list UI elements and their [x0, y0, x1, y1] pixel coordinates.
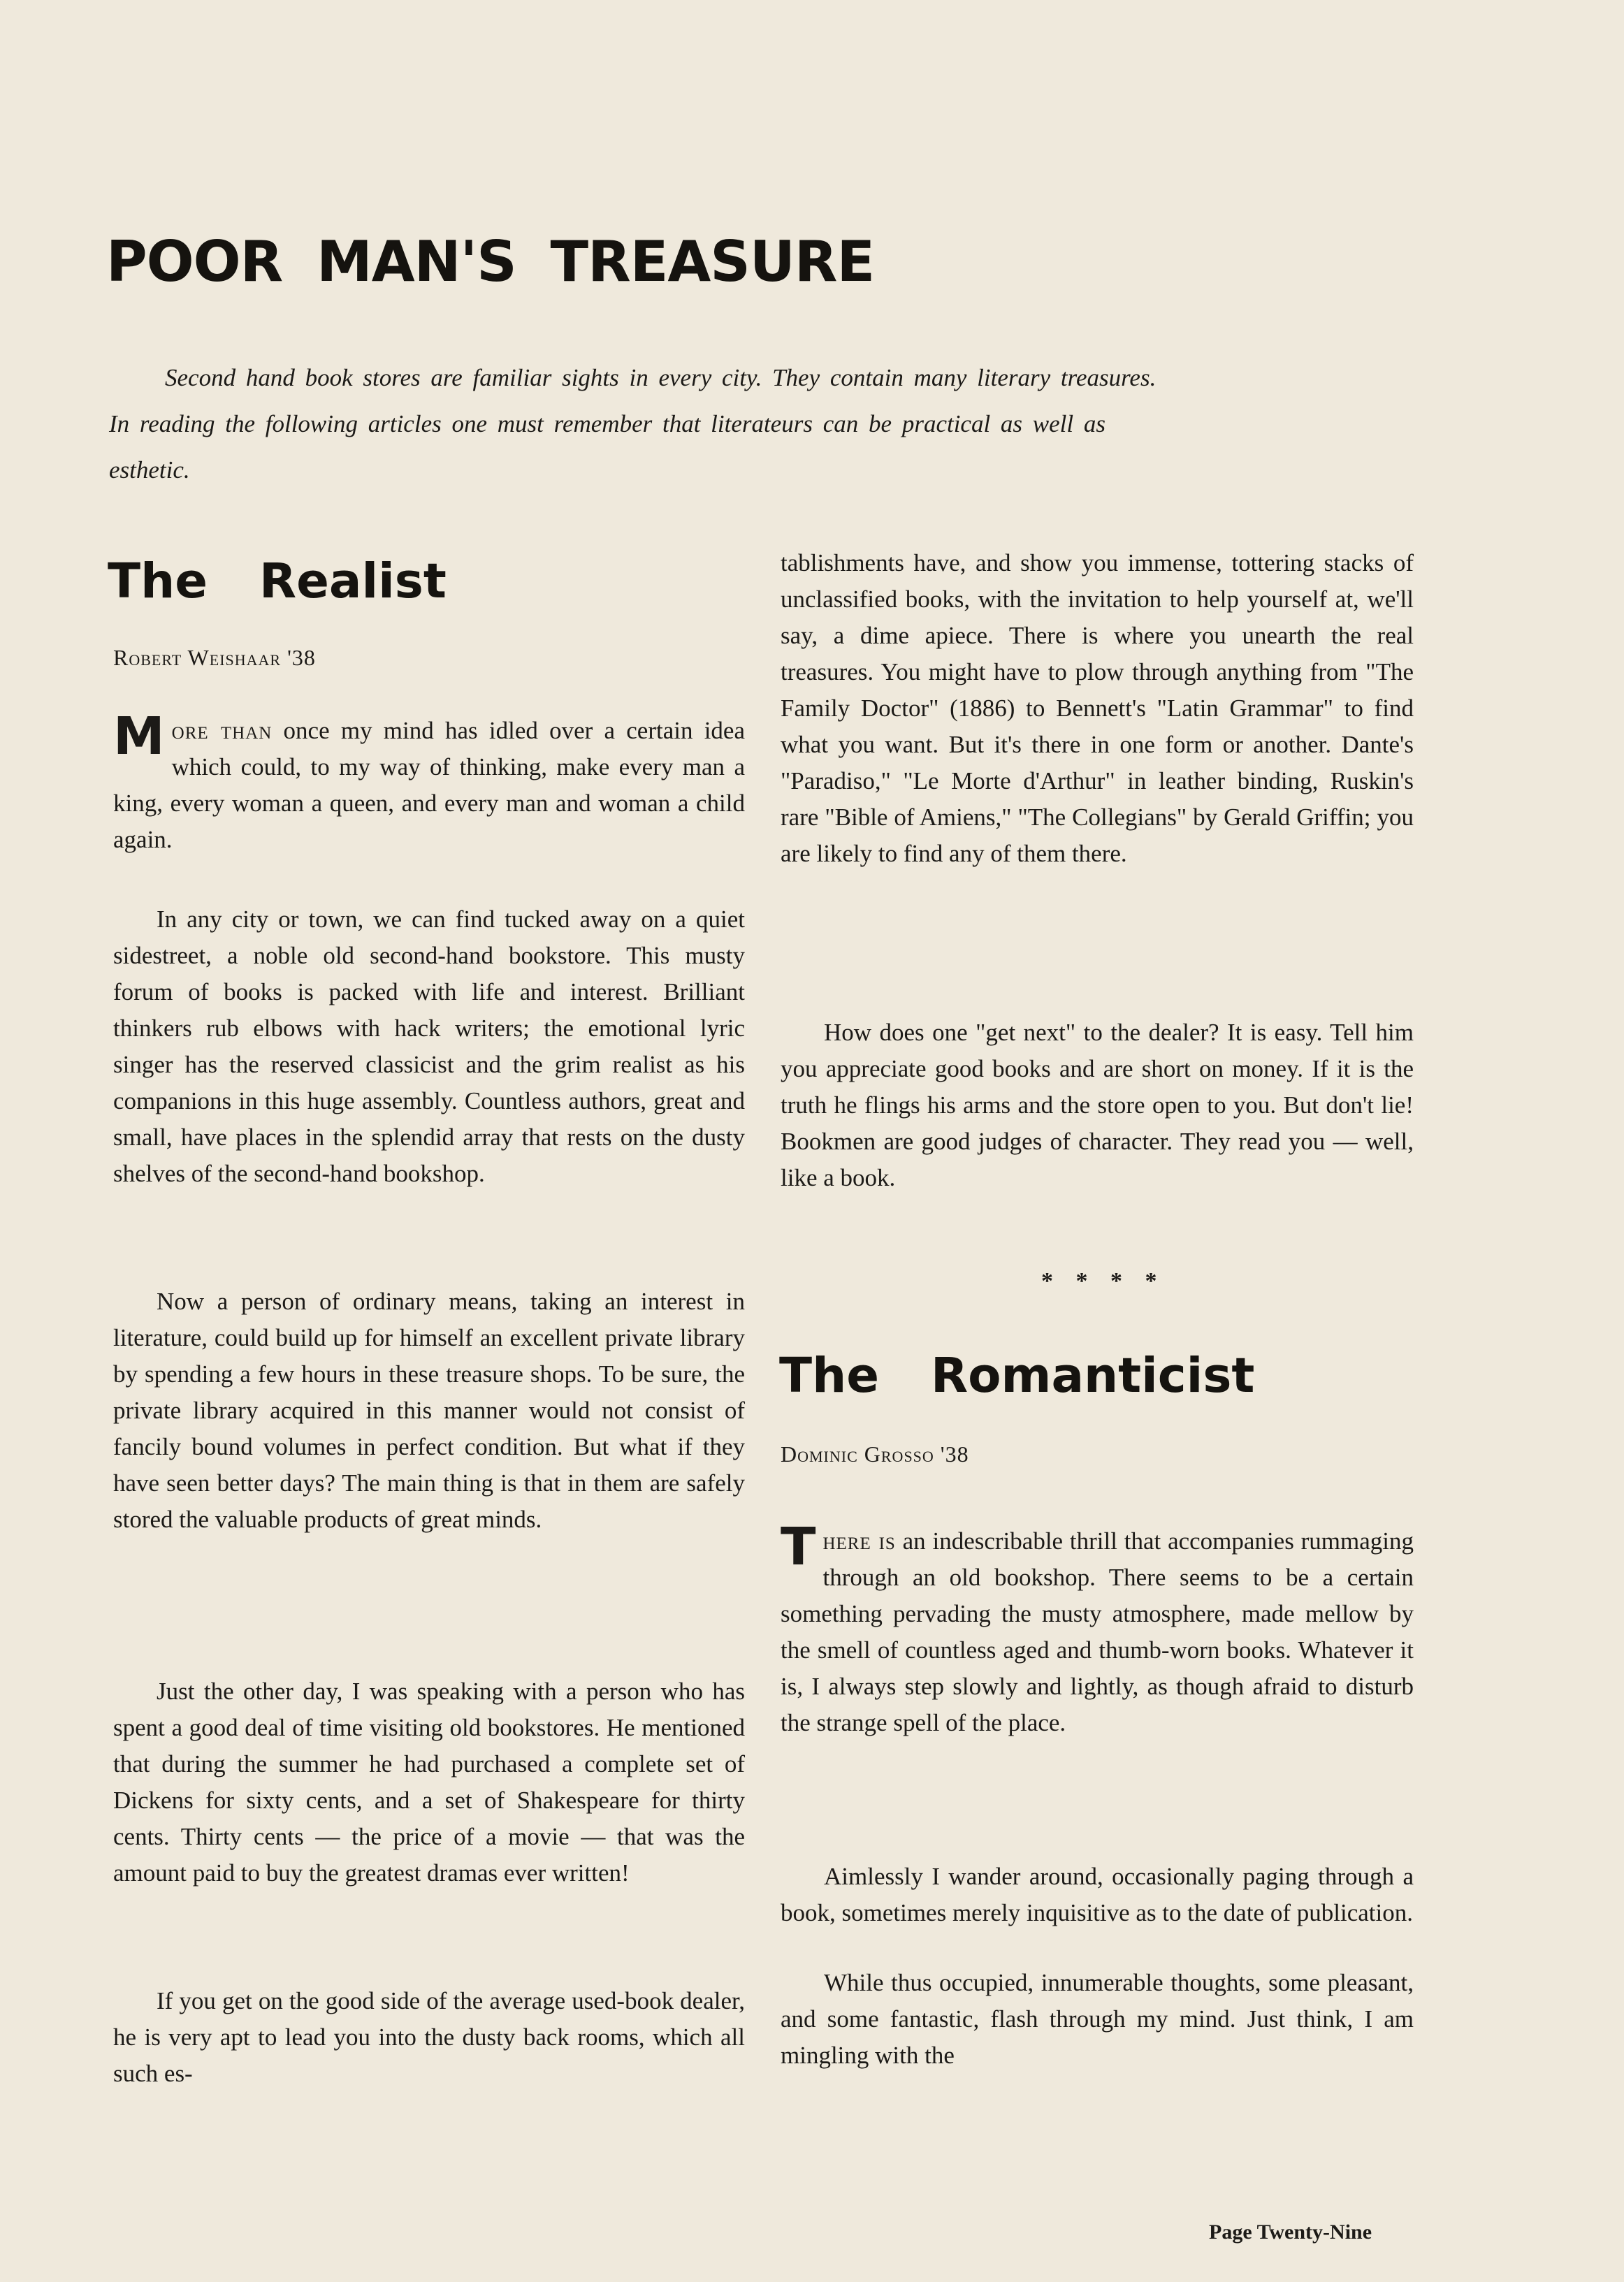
realist-byline: Robert Weishaar '38: [113, 645, 316, 670]
realist-paragraph-5: If you get on the good side of the average used-book dealer, he is very apt to lead you into the dusty back rooms, which all such es-: [113, 1987, 745, 2087]
intro-paragraph: Second hand book stores are familiar sights in every city. They contain many literary treasures. In reading the following articles one must remember that literateurs can be practical as well as esthetic.: [109, 364, 1157, 484]
realist-lead-caps: ore than: [171, 717, 273, 744]
romanticist-paragraph-2: Aimlessly I wander around, occasionally paging through a book, sometimes merely inquisitive as to the date of publication.: [781, 1863, 1414, 1926]
section-separator: * * * *: [1041, 1268, 1166, 1294]
realist-heading: The Realist: [108, 553, 447, 609]
romanticist-paragraph-3: While thus occupied, innumerable thoughts, some pleasant, and some fantastic, flash through my mind. Just think, I am mingling with the: [781, 1969, 1414, 2069]
realist-paragraph-1: [113, 706, 745, 858]
romanticist-lead-caps: here is: [822, 1527, 896, 1555]
realist-paragraph-2: In any city or town, we can find tucked away on a quiet sidestreet, a noble old second-hand bookstore. This musty forum of books is packed with life and interest. Brilliant thinkers rub elbows with hack writers; the emotional lyric singer has the reserved classicist and the grim realist as his companions in this huge assembly. Countless authors, great and small, have places in the splendid array that rests on the dusty shelves of the second-hand bookshop.: [113, 906, 745, 1187]
realist-paragraph-1-text: once my mind has idled over a certain idea which could, to my way of thinking, make every man a king, every woman a queen, and every man and woman a child again.: [113, 717, 745, 853]
realist-paragraph-4: Just the other day, I was speaking with a person who has spent a good deal of time visiting old bookstores. He mentioned that during the summer he had purchased a complete set of Dickens for sixty cents, and a set of Shakespeare for thirty cents. Thirty cents — the price of a movie — that was the amount paid to buy the greatest dramas ever written!: [113, 1678, 745, 1887]
realist-paragraph-7: How does one "get next" to the dealer? It is easy. Tell him you appreciate good books and are short on money. If it is the truth he flings his arms and the store open to you. But don't lie! Bookmen are good judges of character. They read you — well, like a book.: [781, 1019, 1414, 1191]
realist-paragraph-3: Now a person of ordinary means, taking an interest in literature, could build up for himself an excellent private library by spending a few hours in these treasure shops. To be sure, the private library acquired in this manner would not consist of fancily bound volumes in perfect condition. But what if they have seen better days? The main thing is that in them are safely stored the valuable products of great minds.: [113, 1288, 745, 1533]
romanticist-heading: The Romanticist: [779, 1348, 1255, 1404]
romanticist-paragraph-1-text: an indescribable thrill that accompanies rummaging through an old bookshop. There seems to be a certain something pervading the musty atmosphere, made mellow by the smell of countless aged and thumb-worn books. Whatever it is, I always step slowly and lightly, as though afraid to disturb the strange spell of the place.: [781, 1527, 1414, 1736]
romanticist-dropcap: T: [781, 1517, 816, 1577]
romanticist-byline: Dominic Grosso '38: [781, 1441, 969, 1467]
realist-paragraph-6: tablishments have, and show you immense, tottering stacks of unclassified books, with the invitation to help yourself at, we'll say, a dime apiece. There is where you unearth the real treasures. You might have to plow through anything from "The Family Doctor" (1886) to Bennett's "Latin Grammar" to find what you want. But it's there in one form or another. Dante's "Paradiso," "Le Morte d'Arthur" in leather binding, Ruskin's rare "Bible of Amiens," "The Collegians" by Gerald Griffin; you are likely to find any of them there.: [781, 549, 1414, 867]
romanticist-paragraph-1: [781, 1517, 1414, 1741]
page-title: POOR MAN'S TREASURE: [106, 229, 875, 294]
page-number: Page Twenty-Nine: [1209, 2221, 1372, 2244]
realist-dropcap: M: [113, 706, 165, 766]
